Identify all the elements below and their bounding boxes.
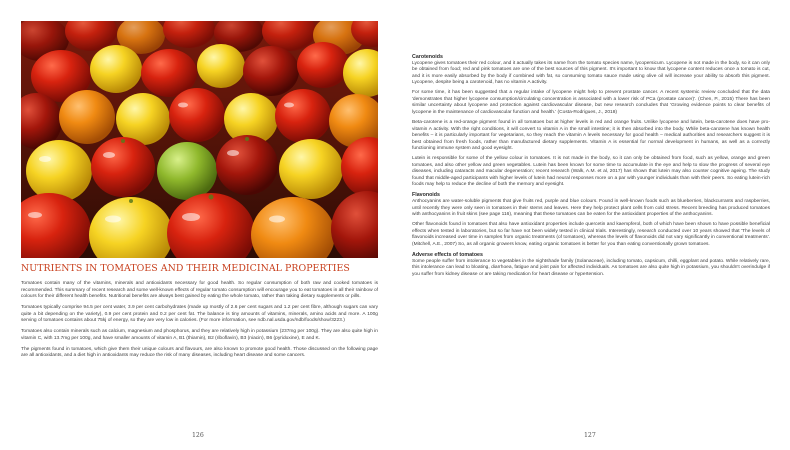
other-flavonoids-paragraph: Other flavonoids found in tomatoes that also have antioxidant properties include quercetin and kaempferol, both of which have been shown to have possible beneficial effects when tested in laboratories, but so far have not been widely tested in clinical trials. Interestingly, research conducted over 10 years showed that 'The levels of flavonoids increased over time in samples from organic treatments (of tomatoes), whereas the levels of flavonoids did not vary significantly in conventional treatments'. (Mitchell, A.E., 2007) So, as all organic growers know, eating organic tomatoes is better for you than eating conventionally grown tomatoes.: [412, 222, 770, 247]
page-number-right: 127: [584, 432, 596, 439]
left-paragraph-2: Tomatoes typically comprise 94.5 per cent water, 3.9 per cent carbohydrates (made up mostly of 2.6 per cent sugars and 1.2 per cent fibre, although sugars can vary quite a bit depending on the variety), 0.9 per cent protein and 0.2 per cent fat. The balance is tiny amounts of vitamins, minerals, amino acids and more. A 100g serving of tomatoes contains about 75kj of energy, so they are very low in calories. (For more information, see ndb.nal.usda.gov/ndb/foods/show/3223.): [21, 305, 378, 324]
heading-adverse-effects: Adverse effects of tomatoes: [412, 252, 483, 259]
lycopene-paragraph: Lycopene gives tomatoes their red colour, and it actually takes its name from the tomato species name, lycopersicum. Lycopene is not made in the body, so it can only be obtained from food; red and pink tomatoes are one of the best sources of this pigment. It's important to know that lycopene content reduces once a tomato is cut, and it is more easily absorbed by the body if combined with fat, so consuming tomato sauce made using olive oil will increase your ability to absorb this pigment. Lycopene, despite being a carotenoid, has no vitamin A activity.: [412, 60, 770, 86]
beta-carotene-paragraph: Beta-carotene is a red-orange pigment found in all tomatoes but at higher levels in red and orange fruits. Unlike lycopene and lutein, beta-carotene does have pro-vitamin A activity. With the right conditions, it will convert to vitamin A in the small intestine; it is then absorbed into the body. While beta-carotene has known health benefits – it is particularly important for vegetarians, so they reach the vitamin A levels necessary for good health – medical authorities and researchers suggest it is best obtained from fresh foods, rather than manufactured dietary supplements. Vitamin A is essential for normal development in humans, as well as a correctly functioning immune system and good eyesight.: [412, 120, 770, 152]
prostate-paragraph: For some time, it has been suggested that a regular intake of lycopene might help to prevent prostate cancer. A recent systemic review concluded that the data 'demonstrates that higher lycopene consumption/circulating concentration is associated with a lower risk of PCa (prostate cancer)'. (Chen, P., 2015) There has been similar uncertainty about lycopene and protection against cardiovascular disease, but new research concludes that 'Growing evidence points to clear benefits of lycopene in the maintenance of cardiovascular function and health.' (Costa-Rodrigues, J., 2018): [412, 90, 770, 115]
left-paragraph-1: Tomatoes contain many of the vitamins, minerals and antioxidants necessary for good health. So regular consumption of both raw and cooked tomatoes is recommended. This summary of recent research and some well-known effects of regular tomato consumption will encourage you to eat tomatoes in all their rainbow of colours for their different health benefits. Nutritional benefits are always best gained by eating the whole tomato, rather than taking dietary supplements or pills.: [21, 281, 378, 300]
left-paragraph-4: The pigments found in tomatoes, which give them their unique colours and flavours, are also known to promote good health. Those discussed on the following page are all antioxidants, and a diet high in antioxidants may reduce the risk of many diseases, including heart disease and some cancers.: [21, 346, 378, 359]
anthocyanins-paragraph: Anthocyanins are water-soluble pigments that give fruits red, purple and blue colours. Found in well-known foods such as blueberries, blackcurrants and raspberries, until recently they were only seen in tomatoes in their stems and leaves. Here they help protect plant cells from cold stress. Recent breeding has produced tomatoes with anthocyanins in fruit skins (see page 116), meaning that these tomatoes can be eaten for the antioxidant properties of the anthocyanins.: [412, 199, 770, 218]
left-paragraph-3: Tomatoes also contain minerals such as calcium, magnesium and phosphorus, and they are relatively high in potassium (237mg per 100g). They are also quite high in vitamin C, with 13.7mg per 100g, and have smaller amounts of vitamin A, B1 (thiamin), B2 (riboflavin), B3 (niacin), B6 (pyridoxine), E and K.: [21, 329, 378, 341]
tomato-photo: [21, 21, 378, 258]
left-body-text: [21, 281, 378, 364]
section-title: NUTRIENTS IN TOMATOES AND THEIR MEDICINAL PROPERTIES: [21, 263, 350, 274]
adverse-effects-paragraph: Some people suffer from intolerance to vegetables in the nightshade family (Solanaceae), including tomato, capsicum, chilli, eggplant and potato. While relatively rare, this intolerance can lead to bloating, diarrhoea, fatigue and joint pain for affected individuals. As tomatoes are also quite high in potassium, you shouldn't overindulge if you suffer from kidney disease or are taking medication for heart disease or hypertension.: [412, 258, 770, 277]
lutein-paragraph: Lutein is responsible for some of the yellow colour in tomatoes. It is not made in the body, so it can only be obtained from food, such as yellow, orange and green tomatoes, and also other yellow and green vegetables. Lutein has been known for some time to accumulate in the eye and help to slow the progress of several eye diseases, including cataracts and macular degeneration; recent research (Walk, A.M. et al, 2017) has shown that lutein may also counter cognitive ageing. The study found that middle-aged participants with higher levels of lutein had neural responses more on a par with younger individuals than with their peers. So eating lutein-rich foods may help to reduce the decline of both the memory and eyesight.: [412, 156, 770, 188]
heading-flavonoids: Flavonoids: [412, 192, 440, 199]
heading-carotenoids: Carotenoids: [412, 54, 443, 60]
page-number-left: 126: [192, 432, 204, 439]
right-body-text: [412, 54, 770, 282]
